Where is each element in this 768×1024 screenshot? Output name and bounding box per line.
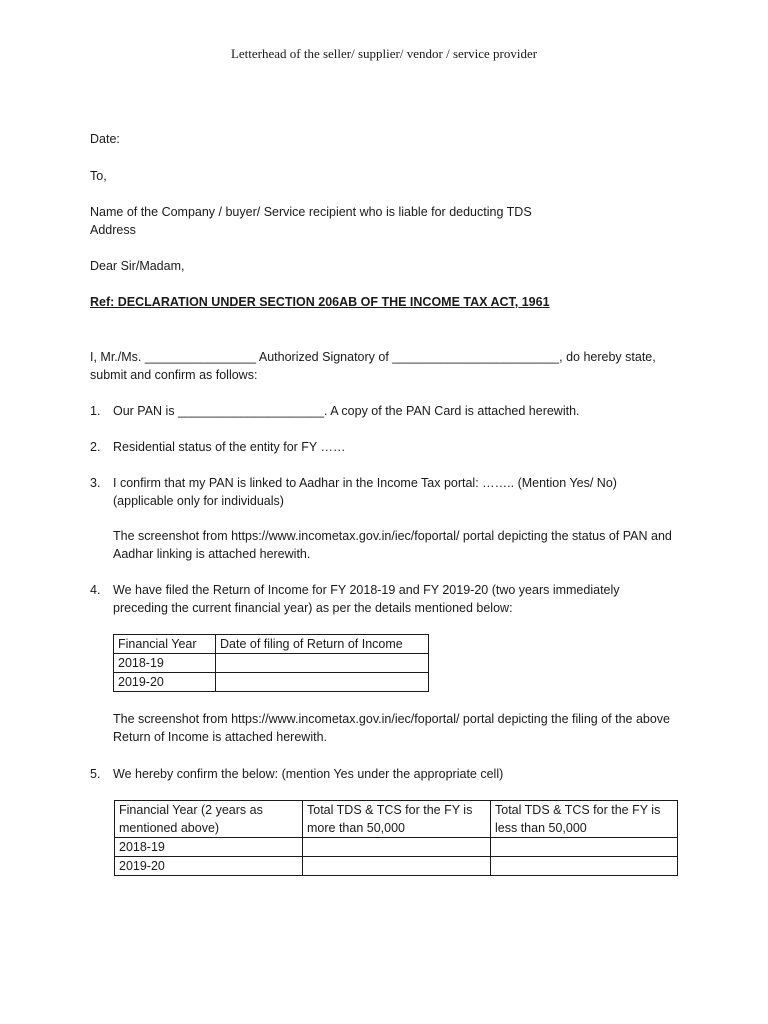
table-header-cell: Date of filing of Return of Income [216, 635, 429, 654]
return-filing-table [113, 634, 429, 692]
list-item-text: We hereby confirm the below: (mention Yes under the appropriate cell) [113, 767, 504, 781]
pan-aadhar-note-line-1: The screenshot from https://www.incometax.gov.in/iec/foportal/ portal depicting the status of PAN and [113, 529, 672, 543]
table-cell [491, 857, 678, 876]
list-item-text: (applicable only for individuals) [113, 494, 284, 508]
header-line: mentioned above) [119, 821, 220, 835]
table-cell [216, 654, 429, 673]
recipient-name: Name of the Company / buyer/ Service recipient who is liable for deducting TDS [90, 205, 532, 219]
table-header-row [114, 635, 429, 654]
list-item-number: 3. [90, 476, 101, 490]
header-line: Total TDS & TCS for the FY is [495, 803, 661, 817]
table-header-cell [491, 801, 678, 838]
intro-line-1: I, Mr./Ms. ________________ Authorized Signatory of ________________________, do hereby state, [90, 350, 656, 364]
list-item-number: 2. [90, 440, 101, 454]
list-item-text: Residential status of the entity for FY …… [113, 440, 346, 454]
list-item-number: 4. [90, 583, 101, 597]
table-header-cell: Financial Year [114, 635, 216, 654]
table-header-row [115, 801, 678, 838]
return-filing-note-line-1: The screenshot from https://www.incometax.gov.in/iec/foportal/ portal depicting the filing of the above [113, 712, 671, 726]
table-header-cell [115, 801, 303, 838]
header-line: less than 50,000 [495, 821, 587, 835]
table-header-cell [303, 801, 491, 838]
table-cell [303, 857, 491, 876]
return-filing-note-line-2: Return of Income is attached herewith. [113, 730, 328, 744]
tds-tcs-table [114, 800, 678, 876]
letterhead: Letterhead of the seller/ supplier/ vendor / service provider [230, 46, 538, 61]
table-cell: 2018-19 [115, 838, 303, 857]
table-cell [216, 673, 429, 692]
header-line: Total TDS & TCS for the FY is [307, 803, 473, 817]
table-cell: 2019-20 [114, 673, 216, 692]
list-item-number: 1. [90, 404, 101, 418]
list-item-number: 5. [90, 767, 101, 781]
recipient-address: Address [90, 223, 136, 237]
table-row [114, 654, 429, 673]
list-item-text: We have filed the Return of Income for FY 2018-19 and FY 2019-20 (two years immediately [113, 583, 620, 597]
header-line: Financial Year (2 years as [119, 803, 263, 817]
list-item-text: Our PAN is _____________________. A copy of the PAN Card is attached herewith. [113, 404, 580, 418]
table-row [114, 673, 429, 692]
salutation: Dear Sir/Madam, [90, 259, 185, 273]
table-cell: 2019-20 [115, 857, 303, 876]
list-item-text: preceding the current financial year) as per the details mentioned below: [113, 601, 513, 615]
table-cell: 2018-19 [114, 654, 216, 673]
pan-aadhar-note-line-2: Aadhar linking is attached herewith. [113, 547, 311, 561]
intro-line-2: submit and confirm as follows: [90, 368, 258, 382]
table-cell [303, 838, 491, 857]
table-cell [491, 838, 678, 857]
reference-line: Ref: DECLARATION UNDER SECTION 206AB OF THE INCOME TAX ACT, 1961 [90, 295, 550, 309]
table-row [115, 838, 678, 857]
date-label: Date: [90, 132, 120, 146]
table-row [115, 857, 678, 876]
header-line: more than 50,000 [307, 821, 405, 835]
list-item-text: I confirm that my PAN is linked to Aadhar in the Income Tax portal: …….. (Mention Yes/ No) [113, 476, 617, 490]
to-label: To, [90, 169, 107, 183]
